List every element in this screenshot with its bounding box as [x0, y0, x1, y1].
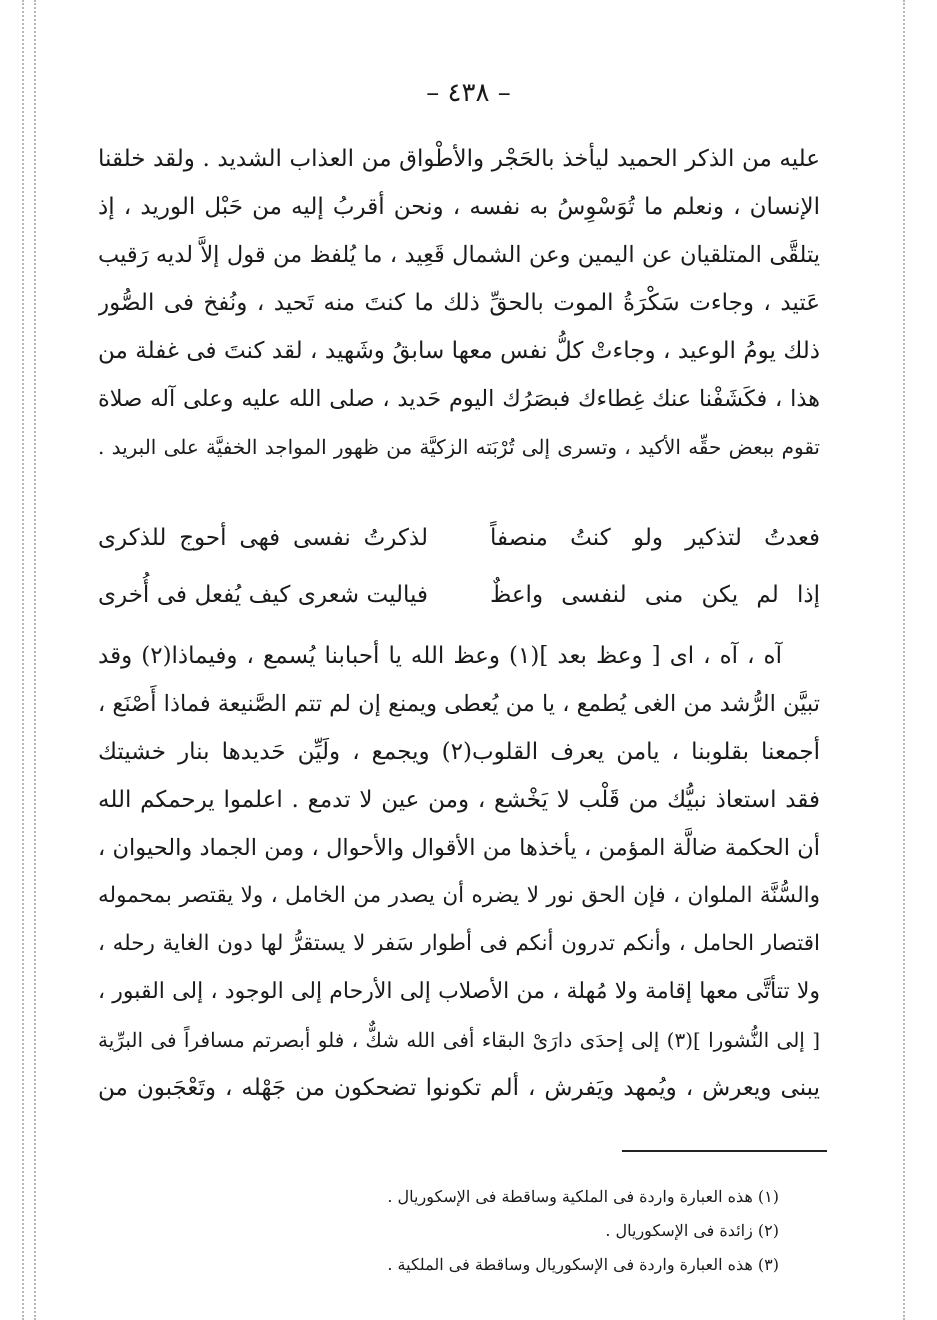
text-line: [ إلى النُّشورا ](٣) إلى إحدَى دارَىْ البقاء أفى الله شكٌّ ، فلو أبصرتم مسافراً فى البرِّية	[98, 1028, 820, 1052]
text-line: تقوم ببعض حقِّه الأكيد ، وتسرى إلى تُرْبَته الزكيَّة من ظهور المواجد الخفيَّة على البريد .	[98, 435, 820, 459]
footnote-separator	[622, 1150, 827, 1152]
text-line: يتلقَّى المتلقيان عن اليمين وعن الشمال قَعِيد ، ما يُلفظ من قول إلاَّ لديه رَقيب	[98, 242, 820, 268]
text-line: والسُّنَّة الملوان ، فإن الحق نور لا يضره أن يصدر من الخامل ، ولا يقتصر بمحموله	[98, 883, 820, 908]
footnotes	[387, 1180, 779, 1282]
footnote: (١) هذه العبارة واردة فى الملكية وساقطة فى الإسكوريال .	[387, 1187, 779, 1206]
verse-second-hemistich: لذكرتُ نفسى فهى أحوج للذكرى	[98, 525, 428, 551]
text-line: تبيَّن الرُّشد من الغى يُطمع ، يا من يُعطى ويمنع إن لم تتم الصَّنيعة فماذا أَصْنَع ،	[98, 691, 820, 717]
footnote: (٣) هذه العبارة واردة فى الإسكوريال وساقطة فى الملكية .	[387, 1255, 779, 1274]
verse-second-hemistich: فياليت شعرى كيف يُفعل فى أُخرى	[98, 582, 428, 608]
text-line: الإنسان ، ونعلم ما تُوَسْوِسُ به نفسه ، ونحن أقربُ إليه من حَبْل الوريد ، إذ	[98, 194, 820, 220]
text-line: أجمعنا بقلوبنا ، يامن يعرف القلوب(٢) ويجمع ، ولَيِّن حَديدها بنار خشيتك	[98, 739, 820, 765]
text-line: أن الحكمة ضالَّة المؤمن ، يأخذها من الأقوال والأحوال ، ومن الجماد والحيوان ،	[98, 835, 820, 861]
verse-row	[98, 567, 820, 624]
text-line: آه ، آه ، اى [ وعظ بعد ](١) وعظ الله يا أحبابنا يُسمع ، وفيماذا(٢) وقد	[98, 643, 783, 669]
verse-first-hemistich: فعدتُ لتذكير ولو كنتُ منصفاً	[490, 525, 820, 551]
right-page-edge	[903, 0, 905, 1320]
paragraph-1	[98, 135, 820, 471]
text-line: ولا تتأتَّى معها إقامة ولا مُهلة ، من الأصلاب إلى الأرحام إلى الوجود ، إلى القبور ،	[98, 979, 820, 1004]
text-line: هذا ، فكَشَفْنا عنك غِطاءك فبصَرُك اليوم حَديد ، صلى الله عليه وعلى آله صلاة	[98, 386, 820, 412]
left-page-edge-inner	[34, 0, 36, 1320]
page-number: – ٤٣٨ –	[426, 78, 511, 108]
text-line: عَتيد ، وجاءت سَكْرَةُ الموت بالحقِّ ذلك ما كنتَ منه تَحيد ، ونُفخ فى الصُّور	[98, 290, 820, 316]
poem-verses	[98, 510, 820, 624]
text-line: فقد استعاذ نبيُّك من قَلْب لا يَخْشع ، ومن عين لا تدمع . اعلموا يرحمكم الله	[98, 787, 820, 813]
text-line: اقتصار الحامل ، وأنكم تدرون أنكم فى أطوار سَفر لا يستقرُّ لها دون الغاية رحله ،	[98, 931, 820, 956]
footnote: (٢) زائدة فى الإسكوريال .	[605, 1221, 779, 1240]
text-line: ذلك يومُ الوعيد ، وجاءتْ كلُّ نفس معها سابقُ وشَهيد ، لقد كنتَ فى غفلة من	[98, 338, 820, 364]
text-line: عليه من الذكر الحميد ليأخذ بالحَجْر والأطْواق من العذاب الشديد . ولقد خلقنا	[98, 146, 820, 172]
left-page-edge	[22, 0, 24, 1320]
verse-row	[98, 510, 820, 567]
paragraph-2	[98, 632, 820, 1112]
text-line: يبنى ويعرش ، ويُمهد ويَفرش ، ألم تكونوا تضحكون من جَهْله ، وتَعْجَبون من	[98, 1075, 820, 1101]
verse-first-hemistich: إذا لم يكن منى لنفسى واعظٌ	[490, 582, 820, 608]
